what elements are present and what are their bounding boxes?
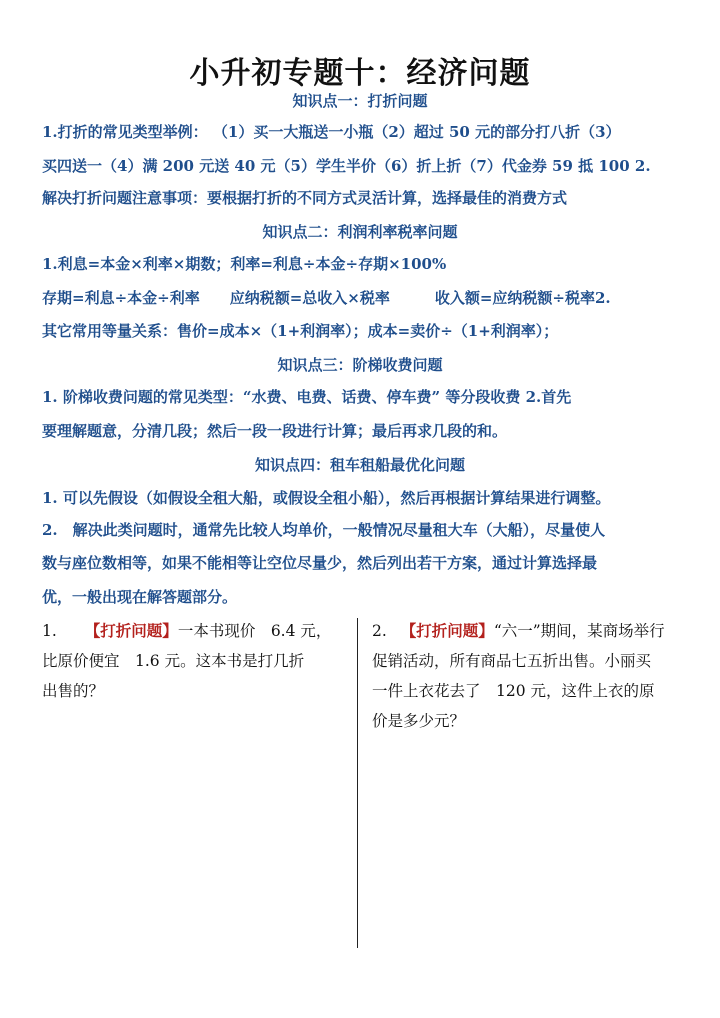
question-text: 出售的？	[42, 682, 105, 700]
question-text: 促销活动，所有商品七五折出售。小丽买	[372, 652, 652, 670]
section-2-line-2: 存期=利息÷本金÷利率 应纳税额=总收入×税率 收入额=应纳税额÷税率2.	[42, 289, 611, 307]
section-heading-1: 知识点一：打折问题	[292, 92, 428, 110]
section-1-line-1: 1.打折的常见类型举例： （1）买一大瓶送一小瓶（2）超过 50 元的部分打八折（3）	[42, 123, 621, 141]
question-text: “六一”期间，某商场举行	[493, 622, 665, 640]
section-3-line-1: 1. 阶梯收费问题的常见类型：“水费、电费、话费、停车费” 等分段收费 2.首先	[42, 388, 572, 406]
section-3-line-2: 要理解题意，分清几段；然后一段一段进行计算；最后再求几段的和。	[42, 422, 508, 440]
section-2-line-3: 其它常用等量关系：售价=成本×（1+利润率）；成本=卖价÷（1+利润率）；	[42, 322, 559, 340]
question-text: 一件上衣花去了 120 元，这件上衣的原	[372, 682, 655, 700]
section-4-line-4: 优，一般出现在解答题部分。	[42, 588, 238, 606]
section-4-line-2: 2. 解决此类问题时，通常先比较人均单价，一般情况尽量租大车（大船），尽量使人	[42, 521, 606, 539]
section-heading-4: 知识点四：租车租船最优化问题	[254, 456, 465, 474]
page-title: 小升初专题十：经济问题	[189, 56, 531, 91]
section-2-line-1: 1.利息=本金×利率×期数；利率=利息÷本金÷存期×100%	[42, 255, 447, 273]
question-number: 1.	[42, 622, 57, 640]
question-text: 比原价便宜 1.6 元。这本书是打几折	[42, 652, 305, 670]
question-number: 2.	[372, 622, 387, 640]
column-divider	[357, 618, 358, 948]
question-tag: 【打折问题】	[400, 621, 494, 640]
section-heading-3: 知识点三：阶梯收费问题	[277, 356, 443, 374]
section-1-line-2: 买四送一（4）满 200 元送 40 元（5）学生半价（6）折上折（7）代金券 59 抵 100 2.	[42, 157, 651, 175]
question-tag: 【打折问题】	[84, 621, 178, 640]
question-text: 一本书现价 6.4 元，	[177, 622, 332, 640]
section-4-line-1: 1. 可以先假设（如假设全租大船，或假设全租小船），然后再根据计算结果进行调整。	[42, 489, 611, 507]
section-4-line-3: 数与座位数相等，如果不能相等让空位尽量少，然后列出若干方案，通过计算选择最	[42, 554, 598, 572]
section-heading-2: 知识点二：利润利率税率问题	[262, 223, 458, 241]
question-2	[372, 616, 692, 736]
section-1-line-3: 解决打折问题注意事项：要根据打折的不同方式灵活计算，选择最佳的消费方式	[42, 189, 568, 207]
question-1	[42, 616, 347, 706]
question-text: 价是多少元？	[372, 712, 466, 730]
